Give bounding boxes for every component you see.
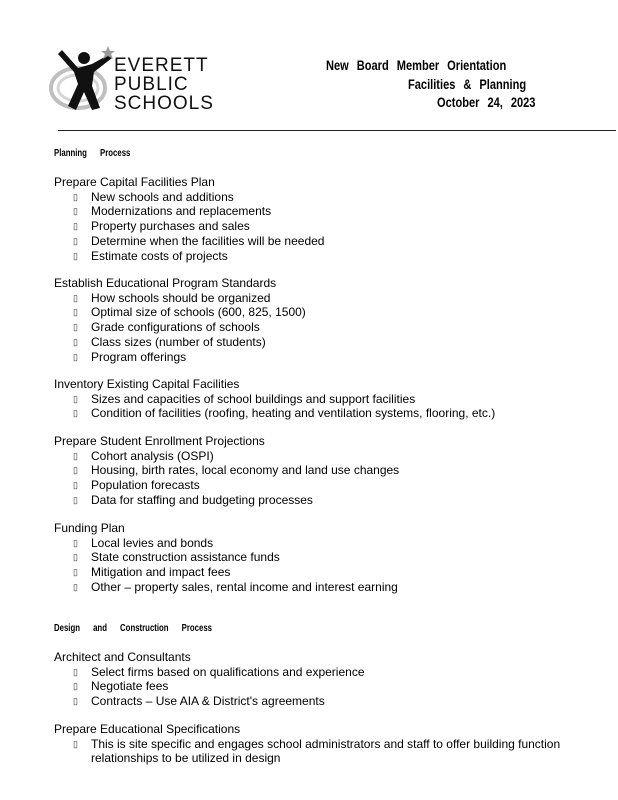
section-title-planning: Planning Process — [54, 148, 131, 159]
bullet-icon: ▯ — [73, 465, 78, 476]
list-item: ▯ Modernizations and replacements — [73, 204, 272, 219]
bullet-icon: ▯ — [73, 408, 78, 419]
list-item: ▯ New schools and additions — [73, 189, 234, 204]
list-item: ▯ Property purchases and sales — [73, 219, 250, 234]
header-date: October 24, 2023 — [437, 95, 536, 110]
group-capital-facilities-plan — [54, 175, 324, 263]
bullet-icon: ▯ — [73, 480, 78, 491]
group-title: Prepare Student Enrollment Projections — [54, 434, 265, 448]
list-item: ▯ Contracts – Use AIA & District's agreements — [73, 694, 325, 709]
bullet-icon: ▯ — [73, 221, 78, 232]
bullet-icon: ▯ — [73, 322, 78, 333]
bullet-icon: ▯ — [73, 250, 78, 261]
logo-line-3: SCHOOLS — [114, 93, 214, 114]
bullet-icon: ▯ — [73, 351, 78, 362]
list-item: ▯ Sizes and capacities of school buildings and support facilities — [73, 391, 416, 406]
list-item: ▯ Mitigation and impact fees — [73, 565, 231, 580]
list-item: ▯ Housing, birth rates, local economy and land use changes — [73, 463, 400, 478]
list-item: ▯ Class sizes (number of students) — [73, 334, 266, 349]
group-educational-specifications — [54, 722, 561, 766]
district-logo — [48, 46, 223, 116]
bullet-icon: ▯ — [73, 191, 78, 202]
list-item: ▯ Condition of facilities (roofing, heating and ventilation systems, flooring, etc.) — [73, 406, 496, 421]
logo-wordmark — [114, 56, 214, 113]
list-item: ▯ Population forecasts — [73, 478, 200, 493]
logo-line-2: PUBLIC — [114, 74, 189, 95]
logo-figure-icon — [48, 46, 118, 116]
header-subtitle: Facilities & Planning — [408, 77, 527, 92]
group-title: Prepare Educational Specifications — [54, 722, 241, 736]
bullet-icon: ▯ — [73, 696, 78, 707]
bullet-icon: ▯ — [73, 235, 78, 246]
group-title: Prepare Capital Facilities Plan — [54, 175, 215, 189]
bullet-icon: ▯ — [73, 567, 78, 578]
group-funding-plan — [54, 521, 398, 595]
list-item: ▯ Data for staffing and budgeting processes — [73, 492, 313, 507]
bullet-icon: ▯ — [73, 581, 78, 592]
bullet-icon: ▯ — [73, 666, 78, 677]
bullet-icon: ▯ — [73, 292, 78, 303]
bullet-icon: ▯ — [73, 307, 78, 318]
group-enrollment-projections — [54, 434, 399, 508]
bullet-icon: ▯ — [73, 494, 78, 505]
list-item: ▯ How schools should be organized — [73, 290, 271, 305]
bullet-icon: ▯ — [73, 738, 78, 749]
group-title: Architect and Consultants — [54, 650, 191, 664]
list-item: ▯ Grade configurations of schools — [73, 320, 260, 335]
bullet-icon: ▯ — [73, 552, 78, 563]
header-title: New Board Member Orientation — [326, 58, 507, 73]
list-item: ▯ Other – property sales, rental income and interest earning — [73, 579, 398, 594]
list-item: ▯ This is site specific and engages school administrators and staff to offer building function relationships to be utilized in design — [73, 736, 561, 766]
bullet-icon: ▯ — [73, 206, 78, 217]
list-item: ▯ Estimate costs of projects — [73, 248, 228, 263]
section-title-design-construction: Design and Construction Process — [54, 623, 213, 634]
list-item: ▯ Optimal size of schools (600, 825, 1500) — [73, 305, 306, 320]
group-educational-program-standards — [54, 276, 306, 364]
bullet-icon: ▯ — [73, 393, 78, 404]
list-item: ▯ Select firms based on qualifications and experience — [73, 664, 365, 679]
group-inventory-facilities — [54, 377, 495, 421]
bullet-icon: ▯ — [73, 681, 78, 692]
list-item: ▯ Program offerings — [73, 349, 187, 364]
list-item: ▯ Determine when the facilities will be needed — [73, 233, 325, 248]
group-title: Funding Plan — [54, 521, 125, 535]
group-title: Inventory Existing Capital Facilities — [54, 377, 240, 391]
group-title: Establish Educational Program Standards — [54, 276, 277, 290]
header-divider — [58, 130, 616, 131]
list-item: ▯ Negotiate fees — [73, 679, 169, 694]
bullet-icon: ▯ — [73, 336, 78, 347]
group-architect-consultants — [54, 650, 365, 709]
list-item: ▯ Cohort analysis (OSPI) — [73, 448, 214, 463]
bullet-icon: ▯ — [73, 537, 78, 548]
bullet-icon: ▯ — [73, 450, 78, 461]
list-item: ▯ Local levies and bonds — [73, 535, 214, 550]
logo-line-1: EVERETT — [114, 55, 209, 76]
list-item: ▯ State construction assistance funds — [73, 550, 280, 565]
